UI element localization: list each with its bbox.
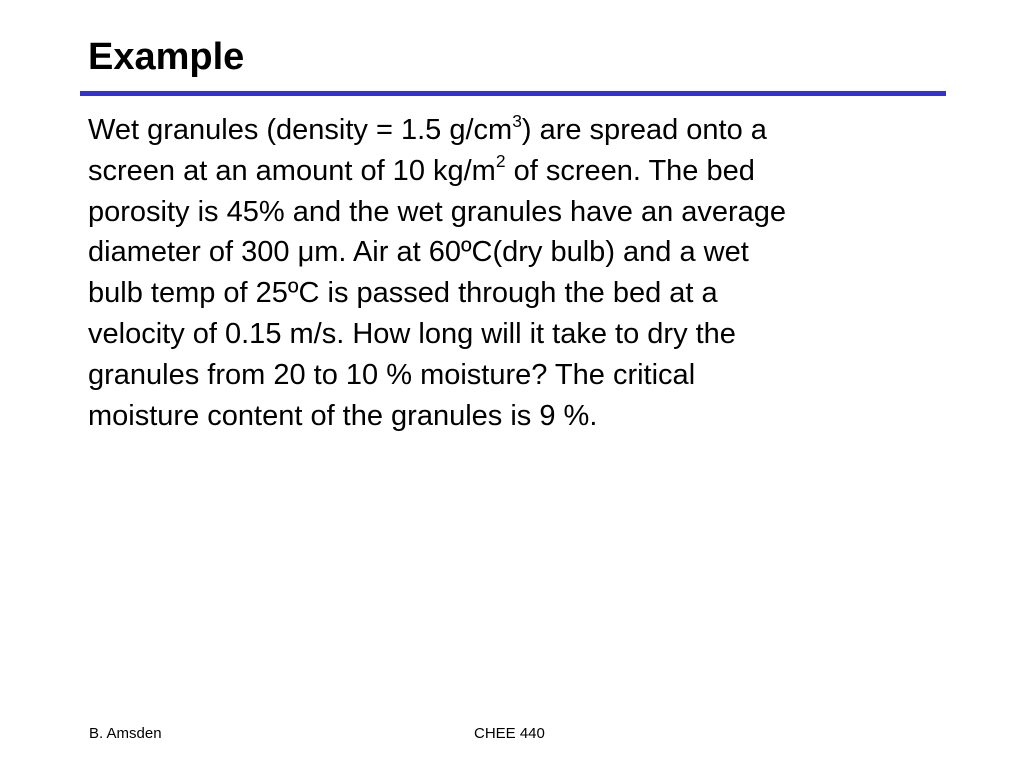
footer-course: CHEE 440 xyxy=(474,725,545,742)
superscript: 3 xyxy=(512,110,522,131)
body-text-segment: of screen. The bed xyxy=(505,154,755,187)
body-line: moisture content of the granules is 9 %. xyxy=(88,399,598,432)
body-line: diameter of 300 μm. Air at 60ºC(dry bulb) and a wet xyxy=(88,236,749,269)
body-line: porosity is 45% and the wet granules have an average xyxy=(88,195,787,228)
body-line: granules from 20 to 10 % moisture? The critical xyxy=(88,358,696,391)
problem-statement xyxy=(88,110,948,436)
body-line xyxy=(88,110,948,151)
body-text-segment: screen at an amount of 10 kg/m xyxy=(88,154,496,187)
title-divider xyxy=(80,91,946,96)
body-text-segment: ) are spread onto a xyxy=(521,114,767,146)
body-line xyxy=(88,151,948,192)
body-line: velocity of 0.15 m/s. How long will it take to dry the xyxy=(88,317,736,350)
slide-title: Example xyxy=(88,36,245,78)
superscript: 2 xyxy=(495,151,506,172)
body-text-segment: Wet granules (density = 1.5 g/cm xyxy=(88,114,513,146)
body-line: bulb temp of 25ºC is passed through the bed at a xyxy=(88,277,718,310)
footer-author: B. Amsden xyxy=(89,725,162,742)
